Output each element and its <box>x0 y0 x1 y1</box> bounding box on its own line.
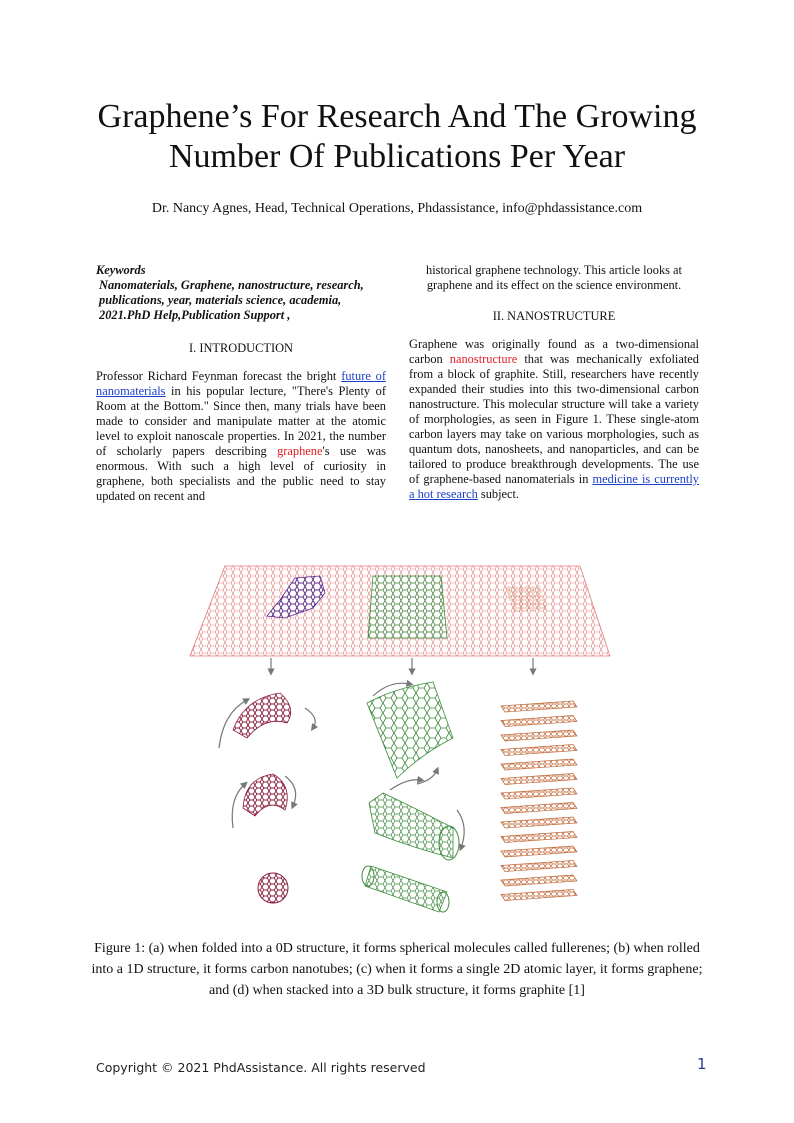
graphite-layer <box>501 730 577 741</box>
intro-continuation: historical graphene technology. This article looks at graphene and its effect on the science environment. <box>426 263 682 292</box>
graphene-sheet <box>190 566 610 656</box>
graphite-layer <box>501 817 577 828</box>
graphite-layer <box>501 716 577 727</box>
author-line: Dr. Nancy Agnes, Head, Technical Operations, Phdassistance, info@phdassistance.com <box>151 201 643 216</box>
title-line-2: Number Of Publications Per Year <box>168 138 626 175</box>
nano-text-1: Graphene was originally found as a two-dimensional carbon <box>409 337 699 366</box>
intro-text-1: Professor Richard Feynman forecast the bright <box>96 369 342 383</box>
intro-text-3: 's use was enormous. With such a high level of curiosity in graphene, both specialists and the public need to stay updated on recent and <box>96 444 386 503</box>
graphite-layer <box>501 861 577 872</box>
copyright-footer: Copyright © 2021 PhdAssistance. All rights reserved <box>96 1060 426 1075</box>
graphite-layer <box>501 890 577 901</box>
graphite-layer <box>501 774 577 785</box>
graphite-layer <box>501 759 577 770</box>
graphite-layer <box>501 832 577 843</box>
graphite-stack <box>501 701 577 901</box>
intro-heading: I. INTRODUCTION <box>189 341 293 355</box>
nanotube-column <box>362 682 464 912</box>
keywords-heading: Keywords <box>96 263 146 277</box>
nano-text-3: subject. <box>477 487 520 501</box>
medicine-research-link[interactable]: medicine is currently a hot research <box>409 472 699 501</box>
keywords-text: Nanomaterials, Graphene, nanostructure, research, publications, year, materials science, academia, 2021.PhD Help,Publication Support , <box>99 278 364 322</box>
graphene-figure <box>185 548 615 920</box>
graphite-layer <box>501 846 577 857</box>
title-line-1: Graphene’s For Research And The Growing <box>97 98 697 135</box>
page-number: 1 <box>697 1055 707 1073</box>
intro-paragraph <box>96 369 386 504</box>
graphite-layer <box>501 875 577 886</box>
graphite-layer <box>501 803 577 814</box>
paper-title <box>60 97 734 177</box>
fullerene-column <box>219 693 315 903</box>
right-column <box>409 263 699 502</box>
graphene-highlight: graphene <box>277 444 323 458</box>
graphite-layer <box>501 788 577 799</box>
future-nanomaterials-link[interactable]: future of nanomaterials <box>96 369 386 398</box>
intro-text-2: in his popular lecture, "There's Plenty of Room at the Bottom." Since then, many trials have been made to consider and manipulate matter at the atomic level to exploit nanoscale properties. In 2021, the number of scholarly papers describing <box>96 384 386 458</box>
nanostructure-heading: II. NANOSTRUCTURE <box>492 309 616 323</box>
nano-text-2: that was mechanically exfoliated from a block of graphite. Still, researchers have recently expanded their studies into this two-dimensional carbon nanostructure. This molecular structure will take a variety of morphologies, as seen in Figure 1. These single-atom carbon layers may take on various morphologies, such as quantum dots, nanosheets, and nanoparticles, and can be tailored to produce breakthrough developments. The use of graphene-based nanomaterials in <box>409 352 699 486</box>
graphite-layer <box>501 745 577 756</box>
down-arrows <box>271 658 533 672</box>
figure-caption: Figure 1: (a) when folded into a 0D structure, it forms spherical molecules called fullerenes; (b) when rolled into a 1D structure, it forms carbon nanotubes; (c) when it forms a single 2D atomic layer, it forms graphene; and (d) when stacked into a 3D bulk structure, it forms graphite [1] <box>91 941 703 998</box>
nanostructure-paragraph <box>409 337 699 502</box>
nanostructure-highlight: nanostructure <box>449 352 518 366</box>
graphite-layer <box>501 701 577 712</box>
left-column <box>96 263 386 504</box>
